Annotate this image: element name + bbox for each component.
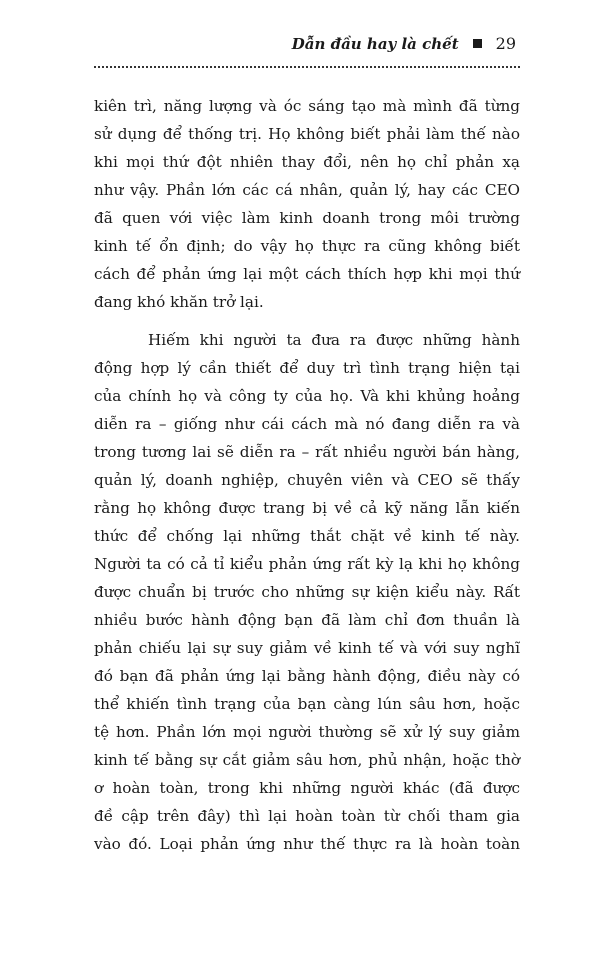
body-text [94, 92, 520, 858]
text-line: cách để phản ứng lại một cách thích hợp khi mọi thứ [94, 265, 520, 283]
text-line: quản lý, doanh nghiệp, chuyên viên và CEO sẽ thấy [94, 471, 520, 489]
text-line: trong tương lai sẽ diễn ra – rất nhiều người bán hàng, [94, 443, 520, 461]
text-line: thể khiến tình trạng của bạn càng lún sâu hơn, hoặc [94, 695, 520, 713]
text-line: đó bạn đã phản ứng lại bằng hành động, điều này có [94, 667, 520, 685]
text-line: ơ hoàn toàn, trong khi những người khác (đã được [94, 779, 520, 797]
page-number: 29 [495, 34, 516, 53]
text-line: đề cập trên đây) thì lại hoàn toàn từ chối tham gia [94, 807, 520, 825]
running-header [292, 34, 516, 53]
square-bullet-icon [473, 39, 482, 48]
paragraph-1 [94, 92, 520, 316]
text-line: Người ta có cả tỉ kiểu phản ứng rất kỳ lạ khi họ không [94, 555, 520, 573]
text-line: diễn ra – giống như cái cách mà nó đang diễn ra và [94, 415, 520, 433]
text-line: vào đó. Loại phản ứng như thế thực ra là hoàn toàn [94, 835, 520, 853]
text-line: động hợp lý cần thiết để duy trì tình trạng hiện tại [94, 359, 520, 377]
text-line: Hiếm khi người ta đưa ra được những hành [148, 331, 520, 349]
running-title: Dẫn đầu hay là chết [291, 34, 459, 53]
header-divider [94, 66, 520, 68]
text-line: được chuẩn bị trước cho những sự kiện kiểu này. Rất [94, 583, 520, 601]
text-line: kinh tế ổn định; do vậy họ thực ra cũng không biết [94, 237, 520, 255]
text-line: rằng họ không được trang bị về cả kỹ năng lẫn kiến [94, 499, 520, 517]
text-line: tệ hơn. Phần lớn mọi người thường sẽ xử lý suy giảm [94, 723, 520, 741]
text-line: đang khó khăn trở lại. [94, 293, 264, 311]
text-line: kinh tế bằng sự cắt giảm sâu hơn, phủ nhận, hoặc thờ [94, 751, 520, 769]
text-line: khi mọi thứ đột nhiên thay đổi, nên họ chỉ phản xạ [94, 153, 520, 171]
paragraph-2 [94, 326, 520, 858]
text-line: của chính họ và công ty của họ. Và khi khủng hoảng [94, 387, 520, 405]
text-line: đã quen với việc làm kinh doanh trong môi trường [94, 209, 520, 227]
text-line: sử dụng để thống trị. Họ không biết phải làm thế nào [94, 125, 520, 143]
text-line: nhiều bước hành động bạn đã làm chỉ đơn thuần là [94, 611, 520, 629]
text-line: phản chiếu lại sự suy giảm về kinh tế và với suy nghĩ [94, 639, 520, 657]
text-line: như vậy. Phần lớn các cá nhân, quản lý, hay các CEO [94, 181, 520, 199]
text-line: kiên trì, năng lượng và óc sáng tạo mà mình đã từng [94, 97, 520, 115]
text-line: thức để chống lại những thắt chặt về kinh tế này. [94, 527, 520, 545]
